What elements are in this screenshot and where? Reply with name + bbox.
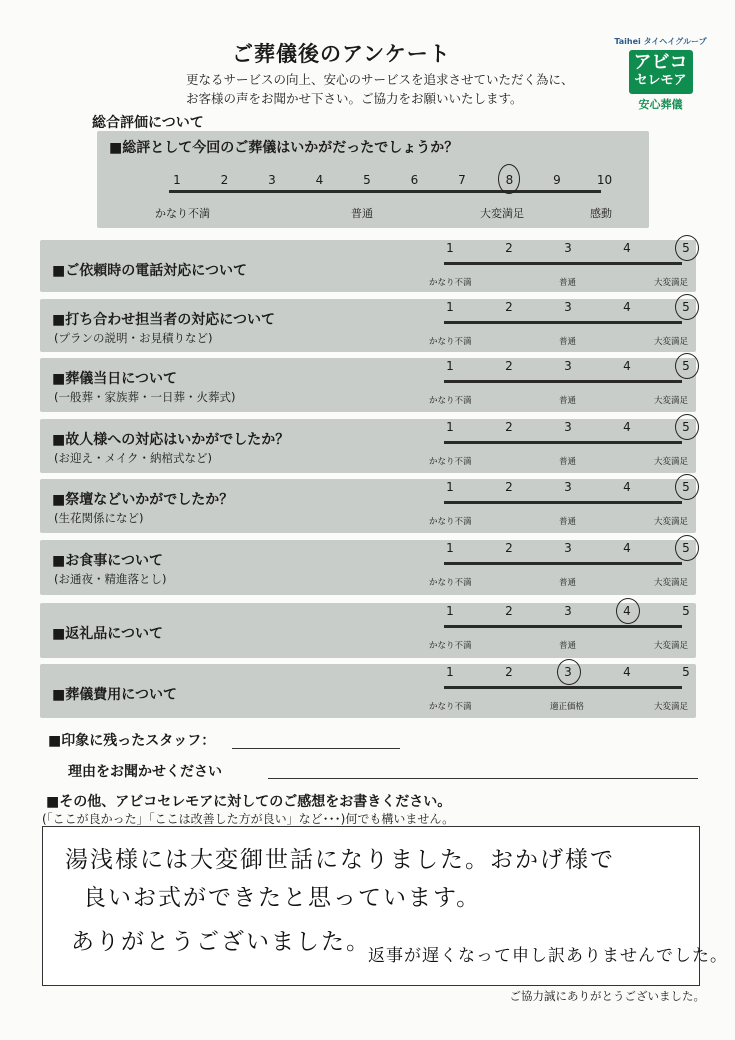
rating-option-1[interactable]: 1 bbox=[446, 300, 454, 314]
rating-selected-circle bbox=[557, 659, 581, 685]
rating-question: ■葬儀当日について bbox=[52, 371, 177, 387]
logo-group-name: Taihei タイヘイグループ bbox=[614, 37, 707, 46]
rating-label-mid: 普通 bbox=[559, 457, 577, 467]
rating-question: ■故人様への対応はいかがでしたか？ bbox=[52, 432, 290, 448]
rating-option-1[interactable]: 1 bbox=[446, 480, 454, 494]
overall-label-max: 感動 bbox=[590, 207, 612, 220]
overall-selected-circle bbox=[498, 164, 520, 194]
rating-row bbox=[40, 358, 696, 412]
rating-option-1[interactable]: 1 bbox=[446, 241, 454, 255]
rating-row bbox=[40, 419, 696, 473]
logo-mark bbox=[629, 50, 693, 94]
rating-scale-line bbox=[444, 441, 682, 444]
handwritten-line-2: 良いお式ができたと思っています。 bbox=[83, 885, 482, 911]
rating-row bbox=[40, 603, 696, 658]
overall-scale-7[interactable]: 7 bbox=[458, 173, 466, 187]
intro-line-1: 更なるサービスの向上、安心のサービスを追求させていただく為に、 bbox=[186, 72, 574, 87]
rating-label-high: 大変満足 bbox=[654, 702, 689, 712]
overall-question: ■総評として今回のご葬儀はいかがだったでしょうか？ bbox=[109, 140, 459, 156]
rating-question-sub: (一般葬・家族葬・一日葬・火葬式) bbox=[54, 390, 236, 404]
rating-option-3[interactable]: 3 bbox=[564, 241, 572, 255]
rating-selected-circle bbox=[675, 414, 699, 440]
rating-label-low: かなり不満 bbox=[429, 337, 472, 347]
overall-scale-10[interactable]: 10 bbox=[596, 173, 613, 187]
rating-row bbox=[40, 664, 696, 718]
rating-option-5[interactable]: 5 bbox=[682, 359, 690, 373]
rating-label-low: かなり不満 bbox=[429, 457, 472, 467]
rating-label-mid: 普通 bbox=[559, 517, 577, 527]
logo-name-line2: セレモア bbox=[634, 73, 687, 88]
rating-label-high: 大変満足 bbox=[654, 396, 689, 406]
rating-option-3[interactable]: 3 bbox=[564, 359, 572, 373]
rating-option-4[interactable]: 4 bbox=[623, 604, 631, 618]
overall-scale-4[interactable]: 4 bbox=[315, 173, 324, 187]
overall-scale-2[interactable]: 2 bbox=[220, 173, 229, 187]
rating-scale-line bbox=[444, 380, 682, 383]
rating-option-5[interactable]: 5 bbox=[682, 420, 690, 434]
rating-option-2[interactable]: 2 bbox=[505, 241, 513, 255]
overall-scale-3[interactable]: 3 bbox=[268, 173, 276, 187]
rating-option-2[interactable]: 2 bbox=[505, 300, 513, 314]
rating-question: ■葬儀費用について bbox=[52, 687, 177, 703]
rating-label-mid: 普通 bbox=[559, 641, 577, 651]
rating-selected-circle bbox=[675, 294, 699, 320]
section-title-overall: 総合評価について bbox=[92, 115, 204, 131]
rating-question: ■返礼品について bbox=[52, 626, 163, 642]
handwritten-line-1: 湯浅様には大変御世話になりました。おかげ様で bbox=[65, 847, 615, 873]
rating-label-low: かなり不満 bbox=[429, 641, 472, 651]
rating-scale-line bbox=[444, 562, 682, 565]
rating-label-high: 大変満足 bbox=[654, 457, 689, 467]
rating-option-4[interactable]: 4 bbox=[623, 241, 631, 255]
rating-question: ■ご依頼時の電話対応について bbox=[52, 263, 247, 279]
footer-thanks: ご協力誠にありがとうございました。 bbox=[509, 989, 705, 1003]
rating-option-1[interactable]: 1 bbox=[446, 665, 454, 679]
comment-prompt-sub: (「ここが良かった」「ここは改善した方が良い」など･･･)何でも構いません。 bbox=[42, 812, 455, 826]
rating-scale-line bbox=[444, 262, 682, 265]
rating-label-mid: 普通 bbox=[559, 396, 577, 406]
logo-name-line1: アビコ bbox=[633, 52, 688, 73]
rating-label-mid: 普通 bbox=[559, 278, 577, 288]
handwritten-line-3: ありがとうございました。 bbox=[71, 929, 371, 955]
rating-option-2[interactable]: 2 bbox=[505, 480, 513, 494]
staff-input-line[interactable] bbox=[232, 748, 400, 749]
rating-option-2[interactable]: 2 bbox=[505, 604, 513, 618]
comment-box[interactable] bbox=[42, 826, 728, 986]
company-logo bbox=[608, 36, 713, 112]
rating-option-4[interactable]: 4 bbox=[623, 665, 631, 679]
logo-tagline: 安心葬儀 bbox=[638, 98, 683, 111]
handwritten-line-4: 返事が遅くなって申し訳ありませんでした。 bbox=[368, 946, 728, 966]
rating-option-3[interactable]: 3 bbox=[564, 480, 572, 494]
rating-option-1[interactable]: 1 bbox=[446, 604, 454, 618]
rating-option-1[interactable]: 1 bbox=[446, 541, 454, 555]
rating-option-3[interactable]: 3 bbox=[564, 541, 572, 555]
rating-scale-line bbox=[444, 501, 682, 504]
rating-selected-circle bbox=[675, 235, 699, 261]
rating-label-low: かなり不満 bbox=[429, 278, 472, 288]
rating-option-4[interactable]: 4 bbox=[623, 541, 631, 555]
rating-label-mid: 普通 bbox=[559, 337, 577, 347]
overall-label-low: かなり不満 bbox=[155, 207, 210, 220]
rating-label-high: 大変満足 bbox=[654, 337, 689, 347]
rating-label-high: 大変満足 bbox=[654, 578, 689, 588]
rating-question: ■お食事について bbox=[52, 553, 163, 569]
rating-label-low: かなり不満 bbox=[429, 578, 472, 588]
rating-label-mid: 普通 bbox=[559, 578, 577, 588]
rating-label-high: 大変満足 bbox=[654, 278, 689, 288]
rating-option-5[interactable]: 5 bbox=[682, 300, 690, 314]
page-title: ご葬儀後のアンケート bbox=[232, 42, 451, 66]
rating-row bbox=[40, 240, 696, 292]
rating-option-5[interactable]: 5 bbox=[682, 541, 690, 555]
rating-row bbox=[40, 540, 696, 595]
overall-scale-1[interactable]: 1 bbox=[173, 173, 181, 187]
rating-row bbox=[40, 479, 696, 533]
rating-label-low: かなり不満 bbox=[429, 396, 472, 406]
rating-option-3[interactable]: 3 bbox=[564, 300, 572, 314]
rating-selected-circle bbox=[675, 535, 699, 561]
rating-label-low: かなり不満 bbox=[429, 702, 472, 712]
rating-label-high: 大変満足 bbox=[654, 517, 689, 527]
overall-scale-9[interactable]: 9 bbox=[553, 173, 561, 187]
rating-option-4[interactable]: 4 bbox=[623, 359, 631, 373]
overall-label-mid: 普通 bbox=[351, 207, 373, 220]
rating-option-4[interactable]: 4 bbox=[623, 420, 631, 434]
rating-option-4[interactable]: 4 bbox=[623, 480, 631, 494]
rating-label-mid: 適正価格 bbox=[550, 702, 585, 712]
rating-option-4[interactable]: 4 bbox=[623, 300, 631, 314]
overall-label-high: 大変満足 bbox=[480, 207, 524, 220]
rating-option-2[interactable]: 2 bbox=[505, 359, 513, 373]
comment-prompt: ■その他、アビコセレモアに対してのご感想をお書きください。 bbox=[46, 794, 452, 810]
rating-question-sub: (お通夜・精進落とし) bbox=[54, 572, 167, 586]
rating-selected-circle bbox=[616, 598, 640, 624]
rating-option-5[interactable]: 5 bbox=[682, 604, 690, 618]
rating-option-3[interactable]: 3 bbox=[564, 604, 572, 618]
staff-label: ■印象に残ったスタッフ： bbox=[48, 733, 216, 749]
rating-question: ■打ち合わせ担当者の対応について bbox=[52, 312, 275, 328]
reason-input-line[interactable] bbox=[268, 778, 698, 779]
rating-label-high: 大変満足 bbox=[654, 641, 689, 651]
intro-line-2: お客様の声をお聞かせ下さい。ご協力をお願いいたします。 bbox=[186, 91, 523, 106]
rating-option-5[interactable]: 5 bbox=[682, 665, 690, 679]
overall-scale-5[interactable]: 5 bbox=[363, 173, 371, 187]
rating-option-1[interactable]: 1 bbox=[446, 359, 454, 373]
rating-option-5[interactable]: 5 bbox=[682, 480, 690, 494]
rating-option-3[interactable]: 3 bbox=[564, 665, 572, 679]
overall-scale-line bbox=[169, 190, 601, 193]
rating-question-sub: (プランの説明・お見積りなど) bbox=[54, 331, 213, 345]
rating-selected-circle bbox=[675, 353, 699, 379]
rating-option-1[interactable]: 1 bbox=[446, 420, 454, 434]
rating-option-2[interactable]: 2 bbox=[505, 420, 513, 434]
overall-rating-box bbox=[97, 131, 649, 228]
reason-label: 理由をお聞かせください bbox=[68, 764, 222, 780]
rating-question-sub: (お迎え・メイク・納棺式など) bbox=[54, 451, 213, 465]
rating-option-2[interactable]: 2 bbox=[505, 665, 513, 679]
rating-question: ■祭壇などいかがでしたか？ bbox=[52, 492, 234, 508]
rating-scale-line bbox=[444, 686, 682, 689]
rating-option-3[interactable]: 3 bbox=[564, 420, 572, 434]
overall-scale-6[interactable]: 6 bbox=[410, 173, 419, 187]
rating-scale-line bbox=[444, 625, 682, 628]
rating-scale-line bbox=[444, 321, 682, 324]
rating-option-2[interactable]: 2 bbox=[505, 541, 513, 555]
rating-selected-circle bbox=[675, 474, 699, 500]
rating-row bbox=[40, 299, 696, 352]
rating-label-low: かなり不満 bbox=[429, 517, 472, 527]
overall-scale-8[interactable]: 8 bbox=[505, 173, 514, 187]
rating-question-sub: (生花関係になど) bbox=[54, 511, 144, 525]
rating-option-5[interactable]: 5 bbox=[682, 241, 690, 255]
